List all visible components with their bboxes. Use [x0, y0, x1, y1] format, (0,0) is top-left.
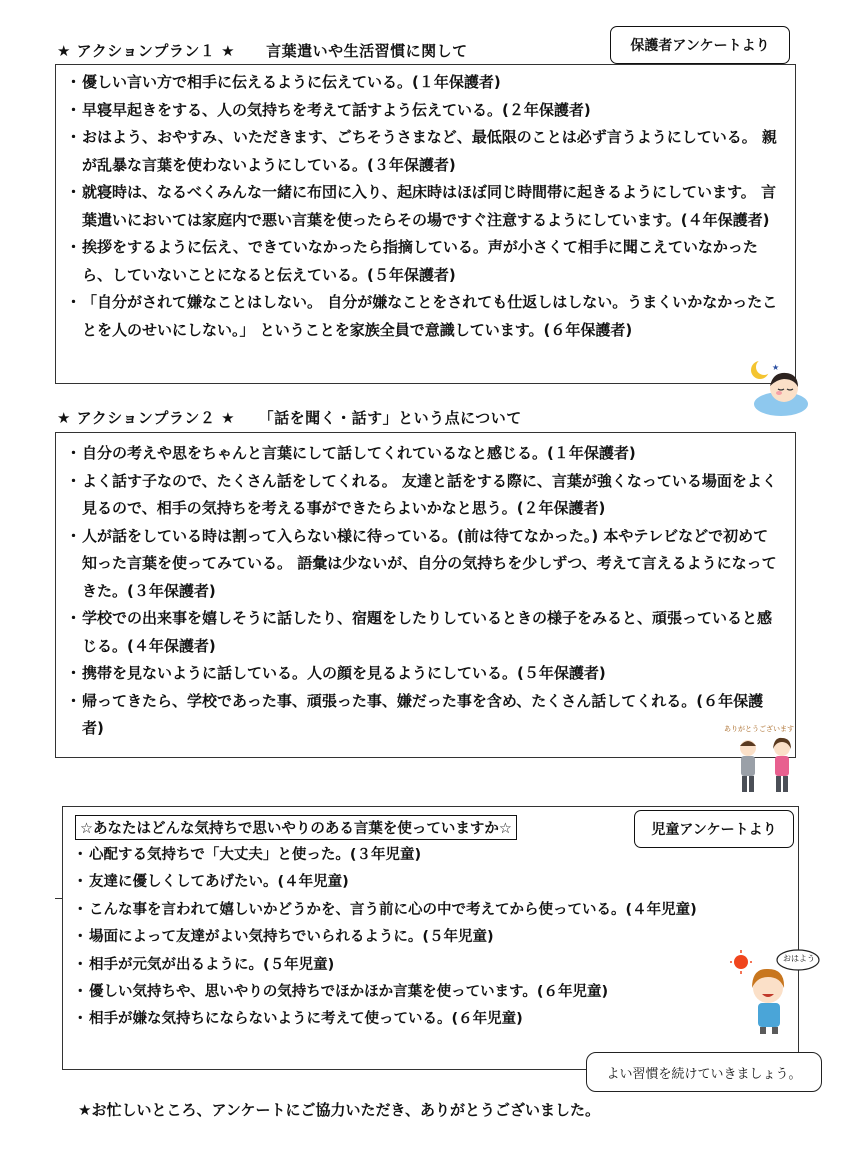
- list-item: ・ 人が話をしている時は割って入らない様に待っている。(前は待てなかった。) 本やテレビなどで初めて知った言葉を使ってみている。 語彙は少ないが、自分の気持ちを少しずつ、考えて言えるようになってきた。(３年保護者): [68, 523, 783, 606]
- list-item: ・ 優しい気持ちや、思いやりの気持ちでほかほか言葉を使っています。(６年児童): [75, 979, 786, 1006]
- list-item: ・ おはよう、おやすみ、いただきます、ごちそうさまなど、最低限のことは必ず言うようにしている。 親が乱暴な言葉を使わないようにしている。(３年保護者): [68, 124, 783, 179]
- plan1-list: [68, 69, 783, 344]
- list-item: ・ 挨拶をするように伝え、できていなかったら指摘している。声が小さくて相手に聞こえていなかったら、していないことになると伝えている。(５年保護者): [68, 234, 783, 289]
- plan2-list: [68, 440, 783, 743]
- list-item: ・ 心配する気持ちで「大丈夫」と使った。(３年児童): [75, 842, 786, 869]
- children-survey-tag: 児童アンケートより: [634, 810, 794, 848]
- list-item: ・ こんな事を言われて嬉しいかどうかを、言う前に心の中で考えてから使っている。(４年児童): [75, 897, 786, 924]
- list-item: ・ 「自分がされて嫌なことはしない。 自分が嫌なことをされても仕返しはしない。うまくいかなかったことを人のせいにしない。」 ということを家族全員で意識しています。(６年保護者): [68, 289, 783, 344]
- children-list: [75, 842, 786, 1034]
- list-item: ・ 帰ってきたら、学校であった事、頑張った事、嫌だった事を含め、たくさん話してくれる。(６年保護者): [68, 688, 783, 743]
- list-item: ・ 友達に優しくしてあげたい。(４年児童): [75, 869, 786, 896]
- list-item: ・ 優しい言い方で相手に伝えるように伝えている。(１年保護者): [68, 69, 783, 97]
- plan2-title: ★ アクションプラン２ ★ 「話を聞く・話す」という点について: [57, 409, 522, 427]
- thanks-caption: ありがとうございます: [724, 725, 794, 733]
- list-item: ・ 早寝早起きをする、人の気持ちを考えて話すよう伝えている。(２年保護者): [68, 97, 783, 125]
- plan1-title: ★ アクションプラン１ ★ 言葉遣いや生活習慣に関して: [57, 42, 468, 60]
- list-item: ・ よく話す子なので、たくさん話をしてくれる。 友達と話をする際に、言葉が強くなっている場面をよく見るので、相手の気持ちを考える事ができたらよいかなと思う。(２年保護者): [68, 468, 783, 523]
- good-habits-bubble: よい習慣を続けていきましょう。: [586, 1052, 822, 1092]
- svg-text:★: ★: [772, 363, 780, 372]
- children-survey-question: ☆あなたはどんな気持ちで思いやりのある言葉を使っていますか☆: [75, 815, 517, 840]
- list-item: ・ 相手が嫌な気持ちにならないように考えて使っている。(６年児童): [75, 1006, 786, 1033]
- closing-message: ★お忙しいところ、アンケートにご協力いただき、ありがとうございました。: [78, 1101, 600, 1119]
- list-item: ・ 相手が元気が出るように。(５年児童): [75, 952, 786, 979]
- ohayo-child-illustration: [730, 948, 820, 1034]
- list-item: ・ 自分の考えや思をちゃんと言葉にして話してくれているなと感じる。(１年保護者): [68, 440, 783, 468]
- bowing-people-illustration: [724, 724, 814, 794]
- list-item: ・ 学校での出来事を嬉しそうに話したり、宿題をしたりしているときの様子をみると、頑張っていると感じる。(４年保護者): [68, 605, 783, 660]
- parent-survey-tag: 保護者アンケートより: [610, 26, 790, 64]
- plan2-box: [55, 432, 796, 758]
- ohayo-bubble-text: おはよう: [783, 954, 815, 963]
- plan1-box: [55, 64, 796, 384]
- list-item: ・ 就寝時は、なるべくみんな一緒に布団に入り、起床時はほぼ同じ時間帯に起きるようにしています。 言葉遣いにおいては家庭内で悪い言葉を使ったらその場ですぐ注意するようにしています。(４年保護者): [68, 179, 783, 234]
- list-item: ・ 場面によって友達がよい気持ちでいられるように。(５年児童): [75, 924, 786, 951]
- list-item: ・ 携帯を見ないように話している。人の顔を見るようにしている。(５年保護者): [68, 660, 783, 688]
- sleeping-child-illustration: [748, 358, 810, 418]
